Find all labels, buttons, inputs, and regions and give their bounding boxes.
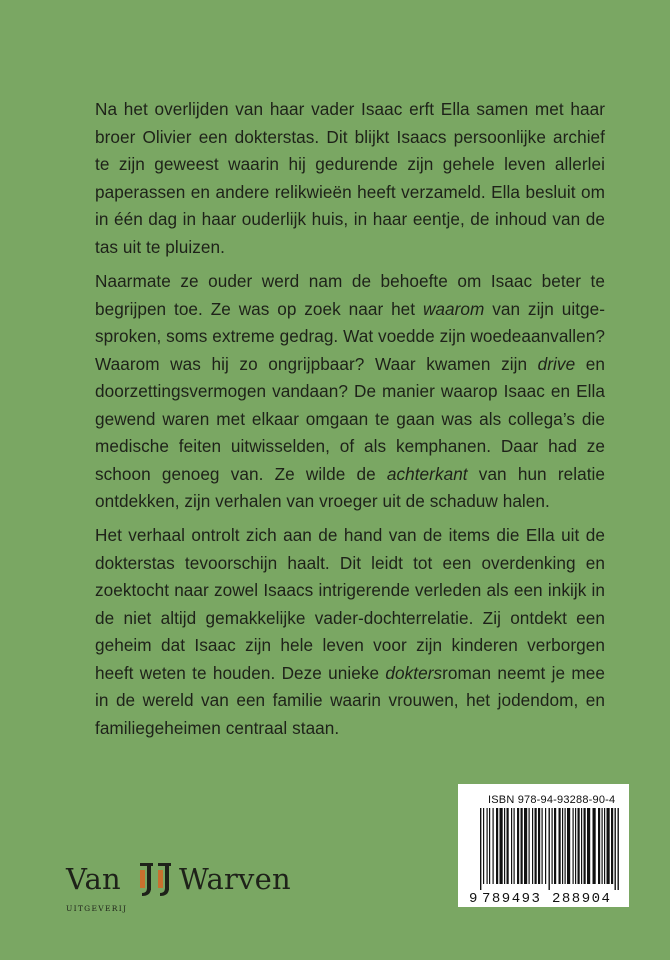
- barcode-digits-left: 789493: [482, 891, 542, 907]
- publisher-subtitle: UITGEVERIJ: [66, 904, 128, 913]
- blurb-paragraph-1: [95, 96, 605, 261]
- barcode-bar: [489, 808, 490, 884]
- emphasis-text: waarom: [422, 298, 485, 319]
- barcode-bar: [573, 808, 574, 884]
- barcode-bar: [567, 808, 570, 884]
- barcode-bar: [521, 808, 523, 884]
- barcode-graphic: [458, 784, 629, 907]
- barcode-bar: [538, 808, 540, 884]
- barcode-bar: [532, 808, 533, 884]
- publisher-logo: [66, 860, 336, 920]
- barcode-digits-right: 288904: [552, 891, 612, 907]
- isbn-barcode: [458, 784, 629, 907]
- barcode-bar: [552, 808, 553, 884]
- barcode-bar: [493, 808, 494, 884]
- barcode-bar: [545, 808, 546, 884]
- paragraph-text: roman neemt je mee in de wereld van een familie waarin vrouwen, het jodendom, en familiegeheimen centraal staan.: [95, 662, 605, 738]
- barcode-bar: [529, 808, 530, 884]
- barcode-bar: [559, 808, 561, 884]
- barcode-bar: [480, 808, 481, 890]
- paragraph-text: van hun relatie ontdekken, zijn verhalen van vroeger uit de schaduw halen.: [95, 463, 605, 511]
- barcode-bar: [584, 808, 586, 884]
- barcode-bar: [504, 808, 505, 884]
- emphasis-text: achterkant: [386, 463, 468, 484]
- barcode-bar: [549, 808, 550, 890]
- barcode-bar: [607, 808, 610, 884]
- barcode-bar: [517, 808, 519, 884]
- barcode-bar: [575, 808, 576, 884]
- barcode-bar: [562, 808, 563, 884]
- barcode-bar: [514, 808, 515, 884]
- publisher-double-j-logo-icon: [136, 860, 180, 902]
- emphasis-text: drive: [537, 353, 576, 374]
- barcode-bar: [593, 808, 596, 884]
- blurb-paragraph-2: [95, 268, 605, 516]
- barcode-bar: [507, 808, 509, 884]
- barcode-bar: [604, 808, 605, 884]
- barcode-bar: [587, 808, 590, 884]
- barcode-bar: [618, 808, 619, 890]
- barcode-bar: [542, 808, 543, 884]
- barcode-bar: [581, 808, 582, 884]
- barcode-bar: [483, 808, 484, 884]
- barcode-bar: [554, 808, 556, 884]
- emphasis-text: dokters: [385, 662, 443, 683]
- barcode-bar: [487, 808, 488, 884]
- barcode-bar: [578, 808, 580, 884]
- blurb-paragraph-3: [95, 522, 605, 742]
- barcode-bar: [611, 808, 613, 884]
- barcode-bar: [524, 808, 527, 884]
- barcode-bar: [500, 808, 503, 884]
- barcode-bar: [511, 808, 512, 884]
- barcode-bar: [598, 808, 600, 884]
- paragraph-text: en doorzettingsvermogen vandaan? De manier waarop Isaac en Ella gewend waren met elkaar omgaan te gaan was als collega’s die medische feiten uitwisselden, of als kemphanen. Daar had ze schoon genoeg van. Ze wilde de: [95, 353, 605, 484]
- paragraph-text: Naarmate ze ouder werd nam de behoefte om Isaac beter te begrijpen toe. Ze was op zoek naar het: [95, 271, 605, 319]
- barcode-bar: [565, 808, 566, 884]
- barcode-bar: [496, 808, 498, 884]
- barcode-bar: [535, 808, 537, 884]
- barcode-bar: [615, 808, 616, 890]
- paragraph-text: Het verhaal ontrolt zich aan de hand van de items die Ella uit de dokterstas tevoorschijn haalt. Dit leidt tot een overdenking en zoektocht naar zowel Isaacs intrigerende verleden als een inkijk in de niet altijd gemakkelijke vader-dochterrelatie. Zij ontdekt een geheim dat Isaac zijn hele leven voor zijn kinderen verborgen heeft weten te houden. Deze unieke: [95, 525, 605, 683]
- isbn-label: ISBN 978-94-93288-90-4: [488, 794, 616, 806]
- paragraph-text: van zijn uitgesproken, soms extreme gedrag. Wat voedde zijn woedeaanvallen? Waarom was hij zo ongrijpbaar? Waar kwamen zijn: [95, 298, 605, 374]
- publisher-name-warven: Warven: [179, 862, 291, 896]
- barcode-digit-first: 9: [469, 891, 478, 907]
- barcode-bar: [602, 808, 603, 884]
- paragraph-text: Na het overlijden van haar vader Isaac erft Ella samen met haar broer Olivier een dokterstas. Dit blijkt Isaacs persoonlijke archief te zijn geweest waarin hij gedurende zijn gehele leven allerlei paperassen en andere relikwieën heeft verzameld. Ella besluit om in één dag in haar ouderlijk huis, in haar eentje, de inhoud van de tas uit te pluizen.: [95, 99, 605, 257]
- publisher-name-van: Van: [66, 862, 121, 896]
